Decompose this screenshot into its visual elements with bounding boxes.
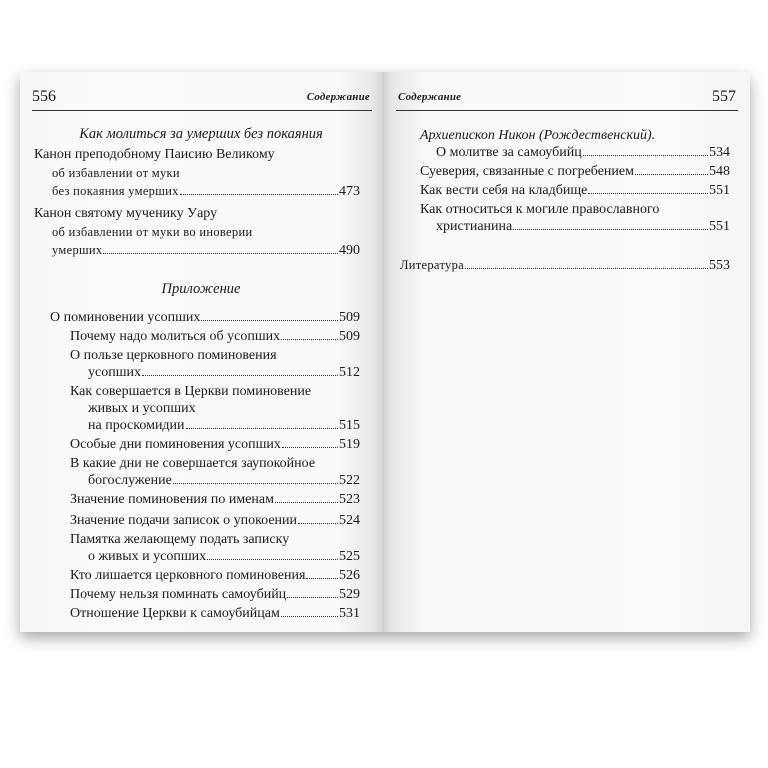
toc-entry[interactable]: Почему надо молиться об усопших 509 <box>70 329 360 344</box>
toc-entry[interactable]: богослужение 522 <box>88 473 360 488</box>
toc-entry[interactable]: без покаяния умерших 473 <box>52 184 360 199</box>
toc-entry[interactable]: Отношение Церкви к самоубийцам 531 <box>70 606 360 621</box>
toc-entry[interactable]: Кто лишается церковного поминовения 526 <box>70 568 360 583</box>
toc-line: об избавлении от муки <box>52 166 180 180</box>
page-ref: 519 <box>339 437 360 452</box>
open-book <box>20 72 750 632</box>
dot-leader <box>282 447 338 448</box>
page-ref: 526 <box>339 568 360 583</box>
toc-line: Памятка желающему подать записку <box>70 532 290 547</box>
header-rule <box>32 110 372 111</box>
toc-line: об избавлении от муки во иноверии <box>52 225 253 239</box>
author-name: Архиепископ Никон (Рождественский). <box>420 128 656 143</box>
page-ref: 490 <box>339 243 360 258</box>
left-page <box>20 72 382 632</box>
dot-leader <box>275 502 338 503</box>
page-ref: 524 <box>339 513 360 528</box>
dot-leader <box>281 616 338 617</box>
toc-entry[interactable]: усопших 512 <box>88 365 360 380</box>
toc-entry[interactable]: О молитве за самоубийц 534 <box>436 145 730 160</box>
toc-line: Канон преподобному Паисию Великому <box>34 147 275 162</box>
toc-line: В какие дни не совершается заупокойное <box>70 456 316 471</box>
dot-leader <box>583 155 708 156</box>
dot-leader <box>142 375 338 376</box>
running-head: Содержание <box>398 91 462 103</box>
page-ref: 551 <box>709 183 730 198</box>
toc-entry[interactable]: Значение подачи записок о упокоении 524 <box>70 513 360 528</box>
dot-leader <box>465 268 708 269</box>
page-number: 557 <box>712 88 736 105</box>
toc-entry[interactable]: Как вести себя на кладбище 551 <box>420 183 730 198</box>
page-ref: 553 <box>709 258 730 273</box>
dot-leader <box>180 194 338 195</box>
page-ref: 522 <box>339 473 360 488</box>
dot-leader <box>173 483 338 484</box>
toc-entry[interactable]: Особые дни поминовения усопших 519 <box>70 437 360 452</box>
page-number: 556 <box>32 88 56 105</box>
dot-leader <box>287 597 338 598</box>
page-ref: 531 <box>339 606 360 621</box>
dot-leader <box>306 578 338 579</box>
page-ref: 515 <box>339 418 360 433</box>
page-ref: 529 <box>339 587 360 602</box>
section-heading: Как молиться за умерших без покаяния <box>79 126 323 142</box>
dot-leader <box>635 174 708 175</box>
toc-entry[interactable]: христианина 551 <box>436 219 730 234</box>
toc-entry[interactable]: О поминовении усопших 509 <box>50 310 360 325</box>
page-ref: 523 <box>339 492 360 507</box>
page-ref: 473 <box>339 184 360 199</box>
page-ref: 512 <box>339 365 360 380</box>
header-rule <box>396 110 738 111</box>
dot-leader <box>513 229 708 230</box>
page-ref: 509 <box>339 310 360 325</box>
dot-leader <box>103 253 338 254</box>
dot-leader <box>281 339 338 340</box>
dot-leader <box>298 523 338 524</box>
right-page <box>382 72 750 632</box>
toc-entry[interactable]: Значение поминовения по именам 523 <box>70 492 360 507</box>
toc-line: Как относиться к могиле православного <box>420 202 660 217</box>
toc-entry[interactable]: Почему нельзя поминать самоубийц 529 <box>70 587 360 602</box>
page-ref: 548 <box>709 164 730 179</box>
page-ref: 534 <box>709 145 730 160</box>
section-heading: Приложение <box>161 281 241 297</box>
toc-entry[interactable]: на проскомидии 515 <box>88 418 360 433</box>
toc-entry[interactable]: умерших 490 <box>52 243 360 258</box>
toc-entry[interactable]: о живых и усопших 525 <box>88 549 360 564</box>
running-head: Содержание <box>306 91 370 103</box>
page-ref: 509 <box>339 329 360 344</box>
toc-line: Как совершается в Церкви поминовение <box>70 384 312 399</box>
dot-leader <box>207 559 338 560</box>
toc-line: О пользе церковного поминовения <box>70 348 277 363</box>
dot-leader <box>588 193 708 194</box>
toc-line: Канон святому мученику Уару <box>34 206 218 221</box>
toc-line: живых и усопших <box>88 401 196 416</box>
dot-leader <box>201 320 338 321</box>
toc-entry[interactable]: Литература 553 <box>400 258 730 273</box>
dot-leader <box>186 428 338 429</box>
page-ref: 551 <box>709 219 730 234</box>
toc-entry[interactable]: Суеверия, связанные с погребением 548 <box>420 164 730 179</box>
page-ref: 525 <box>339 549 360 564</box>
